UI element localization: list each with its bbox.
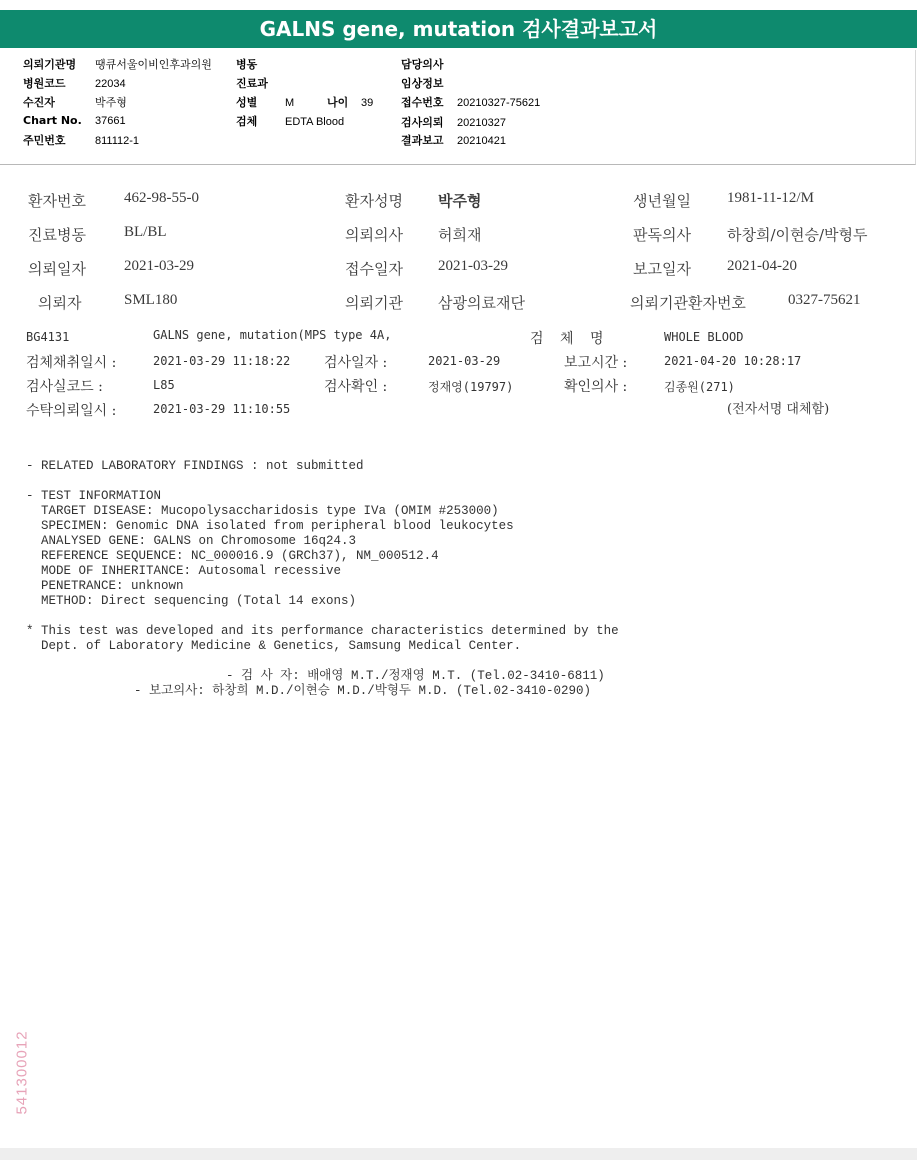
method-line: METHOD: Direct sequencing (Total 14 exons) [26, 594, 357, 608]
read-doctor-label: 판독의사 [633, 226, 691, 244]
confirm-doctor-value: 김종원(271) [664, 380, 735, 394]
ward-label-2: 진료병동 [28, 226, 86, 244]
test-confirm-label: 검사확인 : [324, 379, 388, 395]
chart-no-label: Chart No. [23, 114, 82, 127]
ward-label: 병동 [236, 58, 258, 71]
reporter-line: - 보고의사: 하창희 M.D./이현승 M.D./박형두 M.D. (Tel.02-3410-0290) [134, 684, 592, 698]
scanned-report [0, 166, 917, 1160]
stamp-text: 541300012 [13, 1030, 31, 1115]
ward-row [236, 56, 257, 72]
consign-label: 수탁의뢰일시 : [26, 403, 117, 419]
req-doctor-value: 허희재 [438, 226, 482, 244]
inheritance-line: MODE OF INHERITANCE: Autosomal recessive [26, 564, 342, 578]
req-org-value: 삼광의료재단 [438, 294, 525, 312]
bottom-strip [0, 1148, 917, 1160]
report-title: GALNS gene, mutation 검사결과보고서 [0, 10, 917, 48]
request-org-row [23, 56, 212, 72]
report-date-label: 보고일자 [633, 260, 691, 278]
request-org-label: 의뢰기관명 [23, 58, 77, 71]
dept-row [236, 75, 268, 91]
ward-value-2: BL/BL [124, 224, 167, 240]
confirm-doctor-label: 확인의사 : [564, 379, 628, 395]
result-report-row [401, 132, 506, 148]
clinical-label: 임상정보 [401, 77, 444, 90]
test-code: BG4131 [26, 330, 70, 344]
patient-label: 수진자 [23, 96, 55, 109]
sex-value: M [285, 97, 295, 109]
consign-value: 2021-03-29 11:10:55 [153, 402, 291, 416]
report-time-label: 보고시간 : [564, 355, 628, 371]
report-time-value: 2021-04-20 10:28:17 [664, 354, 802, 368]
request-org-value: 땡큐서울이비인후과의원 [95, 59, 212, 71]
requester-value: SML180 [124, 292, 178, 308]
note-line-1: * This test was developed and its performance characteristics determined by the [26, 624, 619, 638]
patient-row [23, 94, 127, 110]
penetrance-line: PENETRANCE: unknown [26, 579, 184, 593]
hospital-code-value: 22034 [95, 78, 126, 90]
analysed-gene-line: ANALYSED GENE: GALNS on Chromosome 16q24.3 [26, 534, 357, 548]
specimen-value: EDTA Blood [285, 116, 345, 128]
patient-name-value: 박주형 [438, 192, 482, 210]
dob-label: 생년월일 [633, 192, 691, 210]
specimen-name-label: 검 체 명 [530, 331, 610, 347]
collect-label: 검체채취일시 : [26, 355, 117, 371]
req-doctor-label: 의뢰의사 [345, 226, 403, 244]
receipt-no-value: 20210327-75621 [457, 97, 541, 109]
receipt-date-label: 접수일자 [345, 260, 403, 278]
sex-label: 성별 [236, 96, 258, 109]
reference-sequence-line: REFERENCE SEQUENCE: NC_000016.9 (GRCh37), NM_000512.4 [26, 549, 439, 563]
test-request-label: 검사의뢰 [401, 116, 444, 129]
specimen-name-value: WHOLE BLOOD [664, 330, 744, 344]
req-date-value: 2021-03-29 [124, 258, 194, 274]
req-org-label: 의뢰기관 [345, 294, 403, 312]
specimen-label: 검체 [236, 115, 258, 128]
receipt-date-value: 2021-03-29 [438, 258, 508, 274]
sex-age-row [236, 94, 373, 110]
result-report-value: 20210421 [457, 135, 506, 147]
lab-code-label: 검사실코드 : [26, 379, 103, 395]
requester-label: 의뢰자 [38, 294, 82, 312]
test-confirm-value: 정재영(19797) [428, 380, 514, 394]
age-value: 39 [361, 97, 374, 109]
patient-value: 박주형 [95, 97, 127, 109]
electronic-signature-note: (전자서명 대체함) [727, 402, 830, 417]
patient-no-label: 환자번호 [28, 192, 86, 210]
test-request-value: 20210327 [457, 117, 506, 129]
related-findings-line: - RELATED LABORATORY FINDINGS : not submitted [26, 459, 364, 473]
lab-code-value: L85 [153, 378, 175, 392]
dob-value: 1981-11-12/M [727, 190, 814, 206]
note-line-2: Dept. of Laboratory Medicine & Genetics, Samsung Medical Center. [26, 639, 522, 653]
result-report-label: 결과보고 [401, 134, 444, 147]
header-info-box [0, 50, 916, 165]
target-disease-line: TARGET DISEASE: Mucopolysaccharidosis type IVa (OMIM #253000) [26, 504, 499, 518]
doctor-label: 담당의사 [401, 58, 444, 71]
patient-no-value: 462-98-55-0 [124, 190, 199, 206]
req-org-patient-no-label: 의뢰기관환자번호 [630, 294, 746, 312]
vertical-stamp-number [6, 1016, 36, 1136]
resident-no-value: 811112-1 [95, 135, 140, 147]
report-date-value: 2021-04-20 [727, 258, 797, 274]
test-date-value: 2021-03-29 [428, 354, 501, 368]
receipt-no-label: 접수번호 [401, 96, 444, 109]
receipt-no-row [401, 94, 540, 110]
hospital-code-label: 병원코드 [23, 77, 66, 90]
specimen-row [236, 113, 344, 129]
chart-no-value: 37661 [95, 115, 126, 127]
test-request-row [401, 114, 506, 130]
patient-name-label: 환자성명 [345, 192, 403, 210]
clinical-row [401, 75, 444, 91]
test-date-label: 검사일자 : [324, 355, 388, 371]
test-name: GALNS gene, mutation(MPS type 4A, [153, 328, 392, 342]
doctor-row [401, 56, 444, 72]
tester-line: - 검 사 자: 배애영 M.T./정재영 M.T. (Tel.02-3410-6811) [226, 669, 605, 683]
specimen-line: SPECIMEN: Genomic DNA isolated from peripheral blood leukocytes [26, 519, 514, 533]
resident-no-row [23, 132, 139, 148]
req-date-label: 의뢰일자 [28, 260, 86, 278]
chart-no-row [23, 114, 126, 130]
req-org-patient-no-value: 0327-75621 [788, 292, 861, 308]
age-label: 나이 [327, 96, 349, 109]
resident-no-label: 주민번호 [23, 134, 66, 147]
dept-label: 진료과 [236, 77, 268, 90]
test-information-heading: - TEST INFORMATION [26, 489, 162, 503]
collect-value: 2021-03-29 11:18:22 [153, 354, 291, 368]
hospital-code-row [23, 75, 126, 91]
read-doctor-value: 하창희/이현승/박형두 [727, 226, 868, 244]
